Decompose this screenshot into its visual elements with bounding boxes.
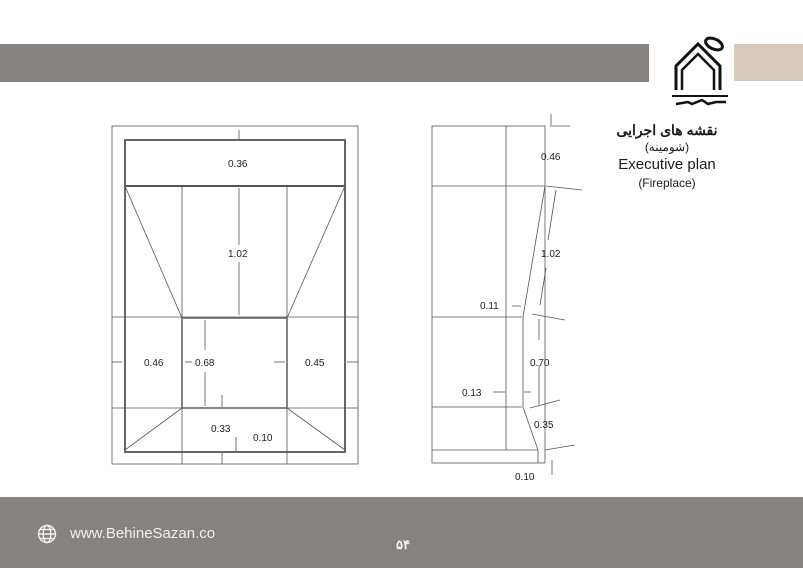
dim-front-top-hood: 0.36 [228,159,248,170]
dim-front-hearth: 0.33 [211,424,231,435]
dim-front-base: 0.10 [253,433,273,444]
title-english: Executive plan [618,156,716,173]
subtitle-english: (Fireplace) [638,176,696,190]
page-number: ۵۴ [396,537,410,552]
website-link[interactable]: www.BehineSazan.co [70,525,216,542]
side-outer-frame [432,126,545,463]
dim-side-top: 0.46 [541,152,561,163]
dim-front-left: 0.46 [144,358,164,369]
dim-side-opening: 0.70 [530,358,550,369]
dim-side-lower-offset: 0.13 [462,388,482,399]
dim-side-taper: 1.02 [541,249,561,260]
subtitle-persian: (شومینه) [644,140,690,154]
title-persian: نقشه های اجرایی [616,122,718,138]
dim-side-upper-offset: 0.11 [480,301,499,312]
globe-icon [37,524,57,544]
dim-front-taper: 1.02 [228,249,248,260]
front-outer-frame [112,126,358,464]
dim-side-base: 0.10 [515,472,535,483]
dim-front-right: 0.45 [305,358,325,369]
dim-front-opening: 0.68 [195,358,215,369]
dim-side-slope: 0.35 [534,420,554,431]
